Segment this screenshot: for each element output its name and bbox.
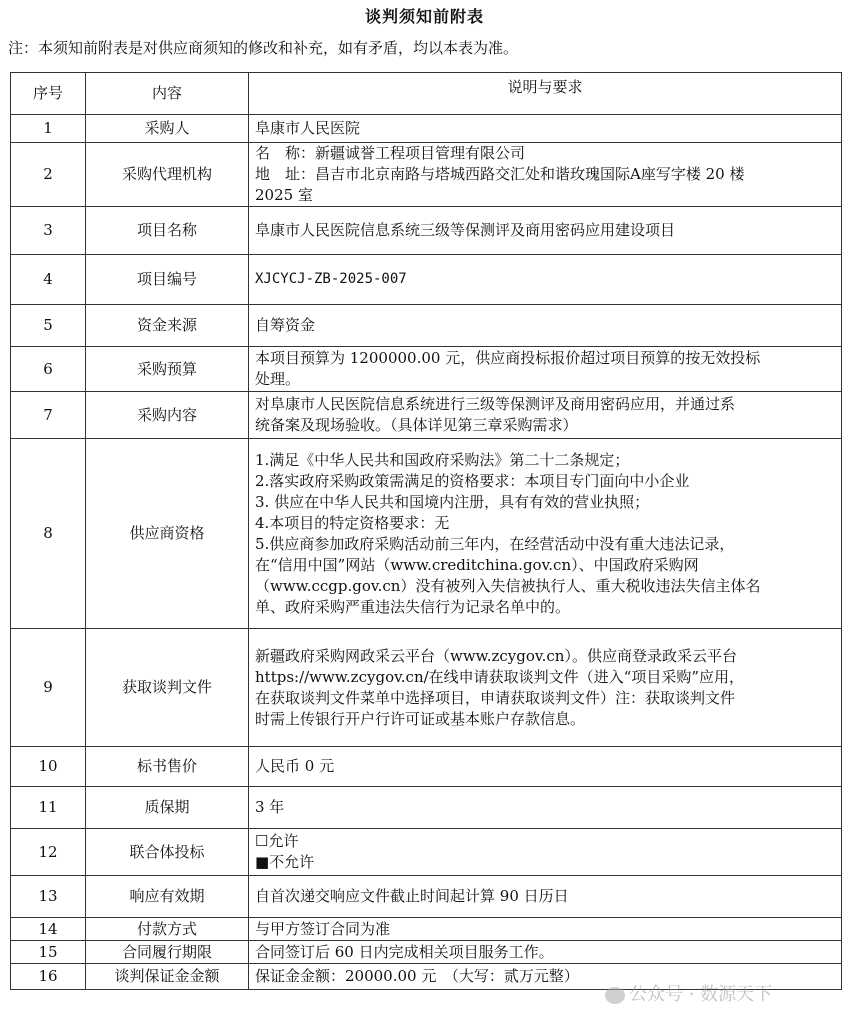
row-item: 响应有效期 — [86, 876, 249, 918]
table-row — [11, 829, 842, 876]
description-line: 自首次递交响应文件截止时间起计算 90 日历日 — [255, 887, 569, 905]
row-description — [249, 876, 842, 918]
row-number: 3 — [11, 207, 86, 255]
table-row — [11, 747, 842, 787]
row-number: 13 — [11, 876, 86, 918]
description-line: （www.ccgp.gov.cn）没有被列入失信被执行人、重大税收违法失信主体名 — [255, 576, 761, 595]
description-line: 4.本项目的特定资格要求：无 — [255, 513, 450, 532]
row-description — [249, 747, 842, 787]
row-item: 质保期 — [86, 787, 249, 829]
description-line: 本项目预算为 1200000.00 元，供应商投标报价超过项目预算的按无效投标 — [255, 349, 761, 367]
header-item: 内容 — [86, 73, 249, 115]
description-line: 地 址：昌吉市北京南路与塔城西路交汇处和谐玫瑰国际A座写字楼 20 楼 — [255, 165, 745, 183]
row-number: 16 — [11, 964, 86, 990]
description-line: 新疆政府采购网政采云平台（www.zcygov.cn）。供应商登录政采云平台 — [255, 646, 737, 665]
description-line: 1.满足《中华人民共和国政府采购法》第二十二条规定； — [255, 450, 630, 469]
row-description — [249, 347, 842, 392]
table-row — [11, 876, 842, 918]
row-item: 采购代理机构 — [86, 143, 249, 207]
watermark-text: 公众号 · 数源天下 — [629, 984, 773, 1005]
row-description — [249, 787, 842, 829]
header-no: 序号 — [11, 73, 86, 115]
page-title: 谈判须知前附表 — [364, 7, 484, 26]
row-description — [249, 629, 842, 747]
description-line: 2025 室 — [255, 186, 313, 204]
row-number: 1 — [11, 115, 86, 143]
row-description — [249, 392, 842, 439]
description-line: ■不允许 — [255, 853, 315, 871]
description-line: 人民币 0 元 — [255, 757, 335, 775]
requirements-table — [10, 72, 842, 990]
row-number: 14 — [11, 918, 86, 941]
description-line: 自筹资金 — [255, 316, 316, 334]
table-row — [11, 392, 842, 439]
row-number: 2 — [11, 143, 86, 207]
description-line: 统备案及现场验收。（具体详见第三章采购需求） — [255, 416, 578, 434]
row-item: 采购人 — [86, 115, 249, 143]
row-item: 供应商资格 — [86, 439, 249, 629]
description-line: 保证金金额：20000.00 元 （大写：贰万元整） — [255, 967, 579, 985]
table-row — [11, 941, 842, 964]
row-number: 8 — [11, 439, 86, 629]
row-item: 项目名称 — [86, 207, 249, 255]
row-number: 6 — [11, 347, 86, 392]
description-line: XJCYCJ-ZB-2025-007 — [255, 271, 407, 287]
description-line: 时需上传银行开户行许可证或基本账户存款信息。 — [255, 709, 586, 728]
row-number: 11 — [11, 787, 86, 829]
description-line: 阜康市人民医院信息系统三级等保测评及商用密码应用建设项目 — [255, 221, 676, 239]
table-row — [11, 115, 842, 143]
description-line: 在“信用中国”网站（www.creditchina.gov.cn）、中国政府采购网 — [255, 555, 699, 574]
row-item: 获取谈判文件 — [86, 629, 249, 747]
row-number: 4 — [11, 255, 86, 305]
row-item: 资金来源 — [86, 305, 249, 347]
row-number: 9 — [11, 629, 86, 747]
table-row — [11, 629, 842, 747]
description-line: 3. 供应在中华人民共和国境内注册，具有有效的营业执照； — [255, 492, 650, 511]
description-line: 合同签订后 60 日内完成相关项目服务工作。 — [255, 942, 554, 961]
table-row — [11, 305, 842, 347]
row-number: 7 — [11, 392, 86, 439]
row-description — [249, 439, 842, 629]
description-line: 名 称：新疆诚誉工程项目管理有限公司 — [255, 144, 526, 162]
row-number: 15 — [11, 941, 86, 964]
header-desc: 说明与要求 — [249, 73, 842, 115]
table-header-row — [11, 73, 842, 115]
table-row — [11, 207, 842, 255]
table-row — [11, 439, 842, 629]
row-description — [249, 829, 842, 876]
row-item: 合同履行期限 — [86, 941, 249, 964]
description-line: https://www.zcygov.cn/在线申请获取谈判文件（进入“项目采购”应用， — [255, 667, 745, 686]
row-description — [249, 207, 842, 255]
row-description — [249, 115, 842, 143]
row-item: 标书售价 — [86, 747, 249, 787]
table-row — [11, 918, 842, 941]
table-row — [11, 347, 842, 392]
row-item: 联合体投标 — [86, 829, 249, 876]
row-description — [249, 918, 842, 941]
row-number: 10 — [11, 747, 86, 787]
description-line: ☐允许 — [255, 832, 299, 850]
row-item: 采购内容 — [86, 392, 249, 439]
row-description — [249, 305, 842, 347]
row-description — [249, 255, 842, 305]
description-line: 对阜康市人民医院信息系统进行三级等保测评及商用密码应用，并通过系 — [255, 395, 736, 413]
description-line: 单、政府采购严重违法失信行为记录名单中的。 — [255, 597, 571, 616]
description-line: 在获取谈判文件菜单中选择项目，申请获取谈判文件）注：获取谈判文件 — [255, 688, 736, 707]
description-line: 2.落实政府采购政策需满足的资格要求：本项目专门面向中小企业 — [255, 471, 690, 490]
row-item: 采购预算 — [86, 347, 249, 392]
description-line: 5.供应商参加政府采购活动前三年内，在经营活动中没有重大违法记录， — [255, 534, 735, 553]
table-row — [11, 787, 842, 829]
description-line: 阜康市人民医院 — [255, 119, 361, 137]
row-item: 付款方式 — [86, 918, 249, 941]
table-row — [11, 255, 842, 305]
wechat-icon — [605, 987, 625, 1004]
table-note: 注：本须知前附表是对供应商须知的修改和补充，如有矛盾，均以本表为准。 — [8, 39, 519, 57]
table-row — [11, 143, 842, 207]
row-description — [249, 941, 842, 964]
row-description — [249, 143, 842, 207]
watermark — [605, 980, 772, 1006]
row-number: 12 — [11, 829, 86, 876]
row-item: 谈判保证金金额 — [86, 964, 249, 990]
row-item: 项目编号 — [86, 255, 249, 305]
description-line: 3 年 — [255, 798, 285, 816]
description-line: 与甲方签订合同为准 — [255, 919, 391, 938]
row-number: 5 — [11, 305, 86, 347]
description-line: 处理。 — [255, 370, 301, 388]
